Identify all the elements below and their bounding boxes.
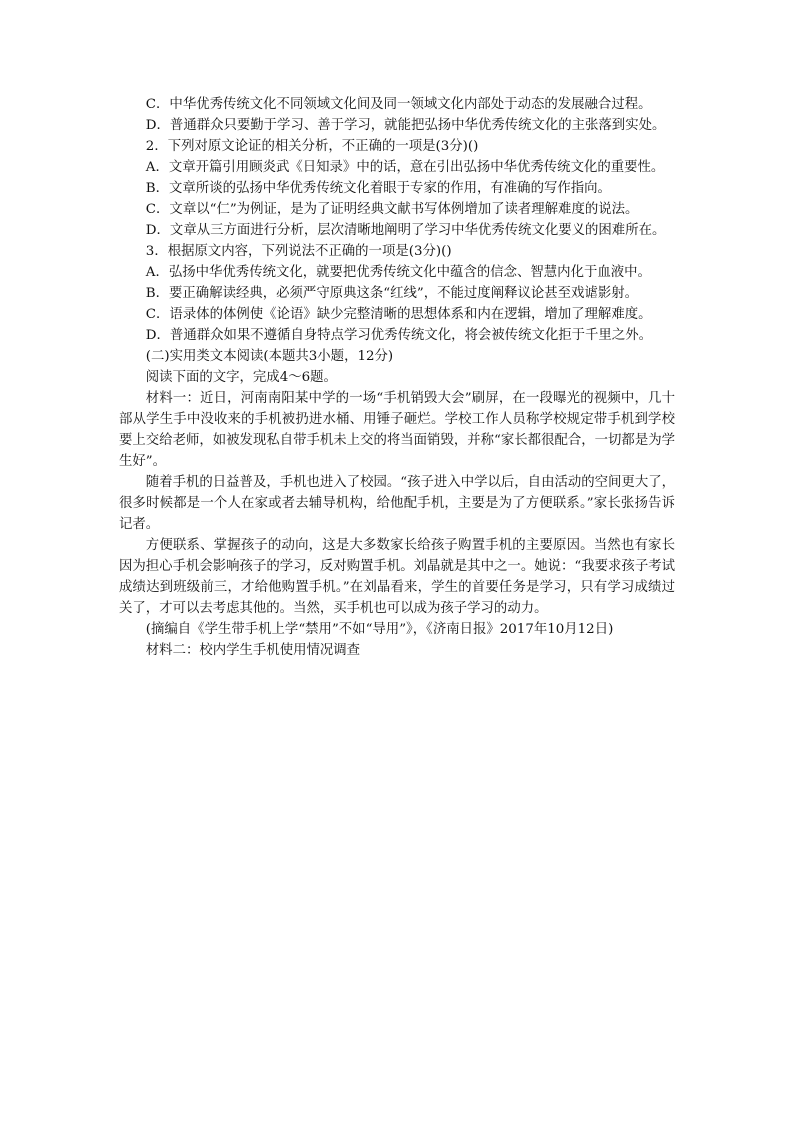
option-c-paragraph: C．中华优秀传统文化不同领域文化间及同一领域文化内部处于动态的发展融合过程。 xyxy=(145,97,652,112)
q2-option-b: B．文章所谈的弘扬中华优秀传统文化着眼于专家的作用，有准确的写作指向。 xyxy=(145,181,611,196)
material-one-paragraph-2: 随着手机的日益普及，手机也进入了校园。“孩子进入中学以后，自由活动的空间更大了，很多时候都是一个人在家或者去辅导机构，给他配手机，主要是为了方便联系。”家长张扬告诉记者。 xyxy=(119,475,675,532)
q3-option-d: D．普通群众如果不遵循自身特点学习优秀传统文化，将会被传统文化拒于千里之外。 xyxy=(145,328,652,343)
material-two-heading: 材料二：校内学生手机使用情况调查 xyxy=(145,643,361,658)
q2-option-d: D．文章从三方面进行分析，层次清晰地阐明了学习中华优秀传统文化要义的困难所在。 xyxy=(145,223,666,238)
q3-option-b: B．要正确解读经典，必须严守原典这条“红线”，不能过度阐释议论甚至戏谑影射。 xyxy=(145,286,638,301)
question-2-stem: 2．下列对原文论证的相关分析，不正确的一项是(3分)() xyxy=(145,139,479,154)
document-page xyxy=(119,94,675,661)
material-one-paragraph: 材料一：近日，河南南阳某中学的一场“手机销毁大会”刷屏，在一段曝光的视频中，几十部从学生手中没收来的手机被扔进水桶、用锤子砸烂。学校工作人员称学校规定带手机到学校要上交给老师，如被发现私自带手机未上交的将当面销毁，并称“家长都很配合，一切都是为学生好”。 xyxy=(119,391,675,469)
section-heading: (二)实用类文本阅读(本题共3小题，12分) xyxy=(145,349,394,364)
option-d-paragraph: D．普通群众只要勤于学习、善于学习，就能把弘扬中华优秀传统文化的主张落到实处。 xyxy=(145,118,666,133)
q2-option-a: A．文章开篇引用顾炎武《日知录》中的话，意在引出弘扬中华优秀传统文化的重要性。 xyxy=(145,160,665,175)
q3-option-a: A．弘扬中华优秀传统文化，就要把优秀传统文化中蕴含的信念、智慧内化于血液中。 xyxy=(145,265,651,280)
question-3-stem: 3．根据原文内容，下列说法不正确的一项是(3分)() xyxy=(145,244,452,259)
material-one-paragraph-3: 方便联系、掌握孩子的动向，这是大多数家长给孩子购置手机的主要原因。当然也有家长因为担心手机会影响孩子的学习，反对购置手机。刘晶就是其中之一。她说：“我要求孩子考试成绩达到班级前三，才给他购置手机。”在刘晶看来，学生的首要任务是学习，只有学习成绩过关了，才可以去考虑其他的。当然，买手机也可以成为孩子学习的动力。 xyxy=(119,538,675,616)
reading-instruction: 阅读下面的文字，完成4～6题。 xyxy=(145,370,337,385)
q3-option-c: C．语录体的体例使《论语》缺少完整清晰的思想体系和内在逻辑，增加了理解难度。 xyxy=(145,307,652,322)
q2-option-c: C．文章以“仁”为例证，是为了证明经典文献书写体例增加了读者理解难度的说法。 xyxy=(145,202,639,217)
source-citation: (摘编自《学生带手机上学“禁用”不如“导用”》，《济南日报》2017年10月12日) xyxy=(145,622,614,637)
